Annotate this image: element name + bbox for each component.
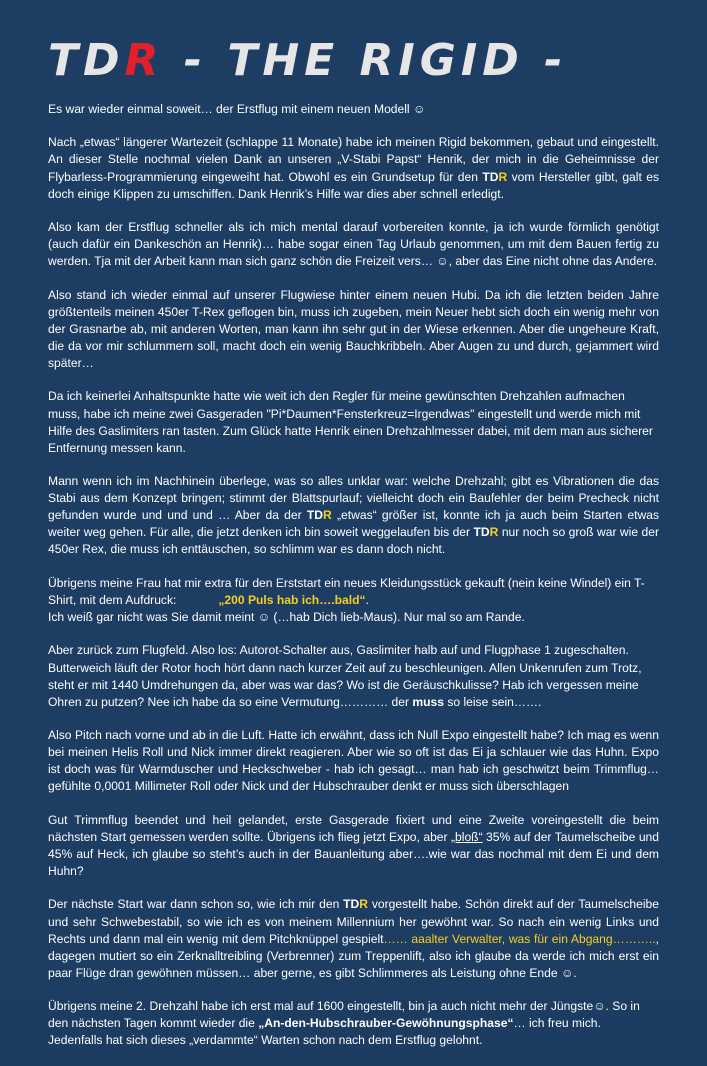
paragraph-7-text-c: Ich weiß gar nicht was Sie damit meint ☺ (…hab Dich lieb-Maus). Nur mal so am Rande. — [48, 610, 525, 625]
paragraph-2-text-a: Nach „etwas“ längerer Wartezeit (schlappe 11 Monate) habe ich meinen Rigid bekommen, gebaut und eingestellt. An dieser Stelle nochmal vielen Dank an unseren „V-Stabi Papst“ Henrik, der mich in die Geheimnisse der Flybarless-Programmierung eingeweiht hat. Obwohl es ein Grundsetup für den — [48, 135, 659, 184]
paragraph-12-text-b: … ich freu mich. — [513, 1016, 601, 1031]
page-title — [48, 36, 567, 86]
tdr-r: R — [489, 525, 499, 540]
paragraph-10-underline: „bloß“ — [451, 829, 483, 844]
paragraph-7-text-a: Übrigens meine Frau hat mir extra für den Erststart ein neues Kleidungsstück gekauft (nein keine Windel) ein T-Shirt, mit dem Aufdruck: — [48, 575, 645, 607]
paragraph-5-text: Da ich keinerlei Anhaltspunkte hatte wie weit ich den Regler für meine gewünschten Drehzahlen aufmachen muss, habe ich meine zwei Gasgeraden "Pi*Daumen*Fensterkreuz=Irgendwas" eingestellt und werde mich mit Hilfe des Gaslimiters ran tasten. Zum Glück hatte Henrik einen Drehzahlmesser dabei, mit dem man aus sicherer Entfernung messen kann. — [48, 389, 653, 455]
tshirt-quote: „200 Puls hab ich….bald“ — [218, 592, 366, 607]
paragraph-12-bold: „An-den-Hubschrauber-Gewöhnungsphase“ — [258, 1016, 514, 1031]
tdr-r: R — [359, 897, 369, 912]
paragraph-8 — [48, 642, 659, 710]
tdr-brand — [307, 508, 332, 522]
paragraph-5 — [48, 388, 659, 456]
paragraph-6-text-a: Mann wenn ich im Nachhinein überlege, was so alles unklar war: welche Drehzahl; gibt es Vibrationen die das Stabi aus dem Konzept bringen; stimmt der Blattspurlauf; vielleicht doch ein Baufehler der beim Precheck nicht gefunden wurde und und und … Aber da der — [48, 474, 659, 523]
title-r: R — [124, 35, 164, 86]
paragraph-3 — [48, 219, 659, 270]
paragraph-12-text-a: Übrigens meine 2. Drehzahl habe ich erst mal auf 1600 eingestellt, bin ja auch nicht mehr der Jüngste☺. So in den nächsten Tagen kommt wieder die — [48, 999, 640, 1031]
paragraph-3-text: Also kam der Erstflug schneller als ich mich mental darauf vorbereiten konnte, ja ich wurde förmlich genötigt (auch dafür ein Dankeschön an Henrik)… habe sogar einen Tag Urlaub genommen, um mit dem Bauen fertig zu werden. Tja mit der Arbeit kann man sich ganz schön die Freizeit vers… ☺, aber das Eine nicht ohne das Andere. — [48, 220, 659, 269]
title-td: TD — [48, 35, 125, 86]
paragraph-2-text-b: vom Hersteller gibt, galt es doch einige Klippen zu umschiffen. Dank Henrik’s Hilfe war dies aber schnell erledigt. — [48, 169, 660, 201]
paragraph-4 — [48, 287, 659, 372]
article-body — [48, 101, 659, 1066]
paragraph-9-text: Also Pitch nach vorne und ab in die Luft. Hatte ich erwähnt, dass ich Null Expo eingestellt habe? Ich mag es wenn bei meinen Helis Roll und Nick immer direkt reagieren. Aber wie so oft ist das Ei ja schlauer wie das Huhn. Expo ist doch was für Warmduscher und Heckschweber - hab ich gesagt… man hab ich geschwitzt beim Trimmflug… gefühlte 0,0001 Millimeter Roll oder Nick und der Hubschrauber denkt er muss sich überschlagen — [48, 728, 659, 794]
paragraph-6 — [48, 473, 659, 558]
paragraph-11-yellow: …… aaalter Verwalter, was für ein Abgang……….. — [383, 931, 656, 946]
paragraph-11 — [48, 896, 659, 981]
tdr-td: TD — [343, 897, 360, 912]
tdr-brand — [482, 170, 507, 184]
paragraph-10-text-a: Gut Trimmflug beendet und heil gelandet, erste Gasgerade fixiert und eine Zweite voreingestellt die beim nächsten Start gemessen werden sollte. Übrigens ich flieg jetzt Expo, aber — [48, 812, 659, 844]
paragraph-7-text-b: . — [365, 592, 369, 607]
paragraph-8-text-b: so leise sein……. — [443, 694, 542, 709]
paragraph-2 — [48, 134, 659, 202]
paragraph-6-text-b: „etwas“ größer ist, konnte ich ja auch beim Starten etwas weiter weg gehen. Für alle, die jetzt denken ich bin soweit weggelaufen bis der — [48, 508, 660, 540]
tdr-r: R — [323, 508, 332, 523]
paragraph-7 — [48, 575, 659, 626]
paragraph-11-text-c: , dagegen mutiert so ein Zerknalltreibling (Verbrenner) zum Treppenlift, also ich glaube da werde ich mich erst ein paar Flüge dran gewöhnen müssen… aber gerne, es gibt Schlimmeres als Leistung ohne Ende ☺. — [48, 931, 659, 980]
paragraph-11-text-a: Der nächste Start war dann schon so, wie ich mir den — [48, 897, 344, 912]
tdr-td: TD — [482, 169, 499, 184]
paragraph-10 — [48, 812, 659, 880]
title-rest: - THE RIGID - — [163, 35, 568, 86]
paragraph-9 — [48, 727, 659, 795]
paragraph-1-text: Es war wieder einmal soweit… der Erstflug mit einem neuen Modell ☺ — [48, 102, 426, 116]
paragraph-1 — [48, 101, 659, 118]
paragraph-11-text-b: vorgestellt habe. Schön direkt auf der Taumelscheibe und sehr Schwebestabil, so wie ich es von meinem Millennium her gewöhnt war. So nach ein wenig Links und Rechts und dann mal ein wenig mit dem Pitchknüppel gespielt — [48, 897, 659, 946]
tdr-r: R — [498, 169, 508, 184]
paragraph-8-bold: muss — [412, 694, 444, 709]
paragraph-12 — [48, 998, 659, 1049]
tdr-td: TD — [306, 508, 324, 523]
paragraph-8-text-a: Aber zurück zum Flugfeld. Also los: Autorot-Schalter aus, Gaslimiter halb auf und Flugphase 1 zugeschalten. Butterweich läuft der Rotor hoch hört dann nach kurzer Zeit auf zu beschleunigen. Allen Unkenrufen zum Trotz, steht er mit 1440 Umdrehungen da, aber was war das? Wo ist die Geräuschkulisse? Hab ich vergessen meine Ohren zu putzen? Nee ich habe da so eine Vermutung………… der — [48, 643, 642, 709]
paragraph-4-text: Also stand ich wieder einmal auf unserer Flugwiese hinter einem neuen Hubi. Da ich die letzten beiden Jahre größtenteils meinen 450er T-Rex geflogen bin, muss ich zugeben, mein Neuer hebt sich doch ein wenig mehr von der Grasnarbe ab, mit anderen Worten, man kann ihn sehr gut in der Wiese erkennen. Aber die ungeheure Kraft, die da vor mir schlummern soll, macht doch ein wenig Bauchkribbeln. Aber Augen zu und durch, gejammert wird später… — [48, 287, 659, 371]
tdr-td: TD — [473, 525, 490, 540]
paragraph-10-text-b: 35% auf der Taumelscheibe und 45% auf Heck, ich glaube so steht’s auch in der Bauanleitung aber….wie war das nochmal mit dem Ei und dem Huhn? — [48, 829, 659, 879]
tdr-brand — [343, 897, 368, 911]
tdr-brand — [474, 525, 499, 539]
paragraph-12-text-c: Jedenfalls hat sich dieses „verdammte“ Warten schon nach dem Erstflug gelohnt. — [48, 1033, 483, 1048]
paragraph-6-text-c: nur noch so groß war wie der 450er Rex, die muss ich enttäuschen, so schlimm war es dann doch nicht. — [48, 525, 660, 557]
